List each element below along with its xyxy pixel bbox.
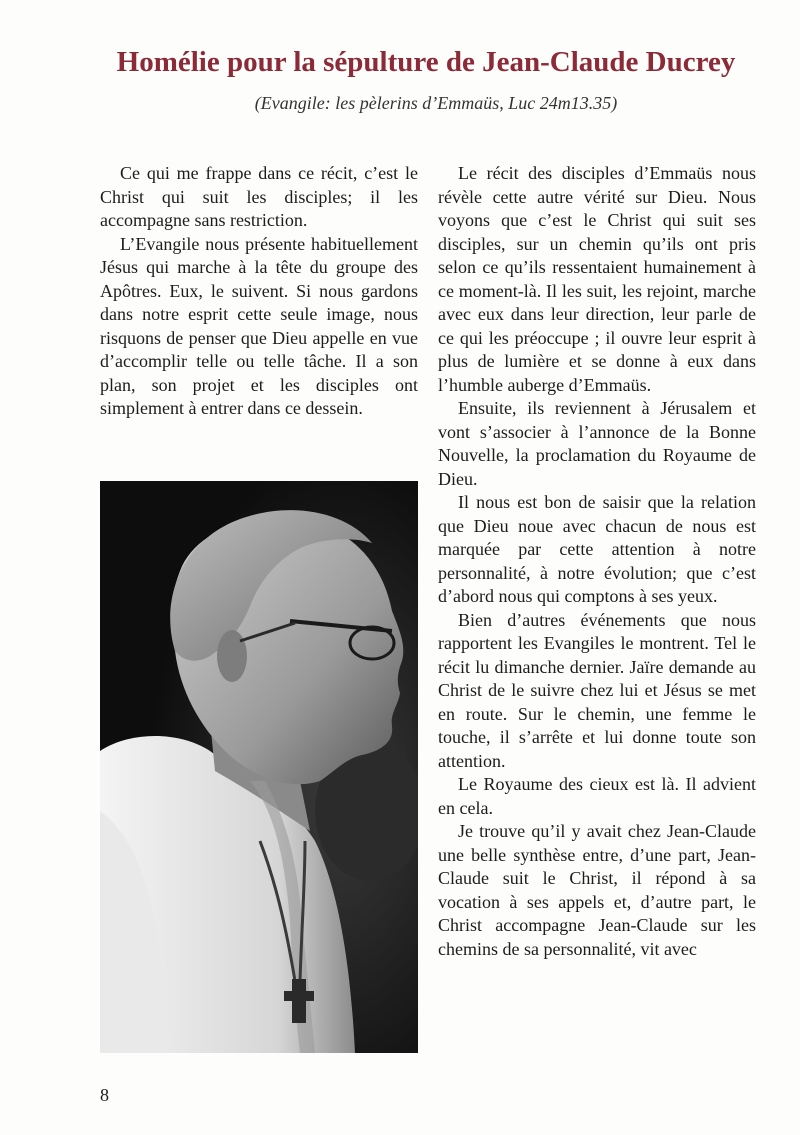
paragraph: Bien d’autres événements que nous rapportent les Evangiles le montrent. Tel le récit lu dimanche dernier. Jaïre demande au Christ de le suivre chez lui et Jésus se met en route. Sur le chemin, une femme le touche, il s’arrête et lui donne toute son attention. xyxy=(438,609,756,771)
left-column xyxy=(100,162,418,421)
portrait-photo xyxy=(100,481,418,1053)
paragraph: Le Royaume des cieux est là. Il advient en cela. xyxy=(438,774,756,818)
paragraph: Le récit des disciples d’Emmaüs nous révèle cette autre vérité sur Dieu. Nous voyons que c’est le Christ qui suit ses disciples, sur un chemin qu’ils ont pris selon ce qu’ils ressentaient humainement à ce moment-là. Il les suit, les rejoint, marche avec eux dans leur direction, leur parle de ce qui les préoccupe ; il ouvre leur esprit à plus de lumière et se donne à eux dans l’humble auberge d’Emmaüs. xyxy=(438,163,756,395)
paragraph: L’Evangile nous présente habituellement Jésus qui marche à la tête du groupe des Apôtres. Eux, le suivent. Si nous gardons dans notre esprit cette seule image, nous risquons de penser que Dieu appelle en vue d’accomplir telle ou telle tâche. Il a son plan, son projet et les disciples ont simplement à entrer dans ce dessein. xyxy=(100,233,418,418)
right-column xyxy=(438,162,756,961)
paragraph: Ensuite, ils reviennent à Jérusalem et vont s’associer à l’annonce de la Bonne Nouvelle, la proclamation du Royaume de Dieu. xyxy=(438,398,756,489)
page-title: Homélie pour la sépulture de Jean-Claude Ducrey xyxy=(116,46,736,78)
paragraph: Je trouve qu’il y avait chez Jean-Claude une belle synthèse entre, d’une part, Jean-Claude suit le Christ, il répond à sa vocation à ses appels et, d’autre part, le Christ accompagne Jean-Claude sur les chemins de sa personnalité, vit avec xyxy=(438,821,756,959)
paragraph: Ce qui me frappe dans ce récit, c’est le Christ qui suit les disciples; il les accompagne sans restriction. xyxy=(100,163,418,230)
page-subtitle: (Evangile: les pèlerins d’Emmaüs, Luc 24m13.35) xyxy=(254,93,618,113)
paragraph: Il nous est bon de saisir que la relation que Dieu noue avec chacun de nous est marquée par cette attention à notre personnalité, à notre évolution; que c’est d’abord nous qui comptons à ses yeux. xyxy=(438,492,756,606)
portrait-image xyxy=(100,481,418,1053)
page-number: 8 xyxy=(100,1085,109,1105)
